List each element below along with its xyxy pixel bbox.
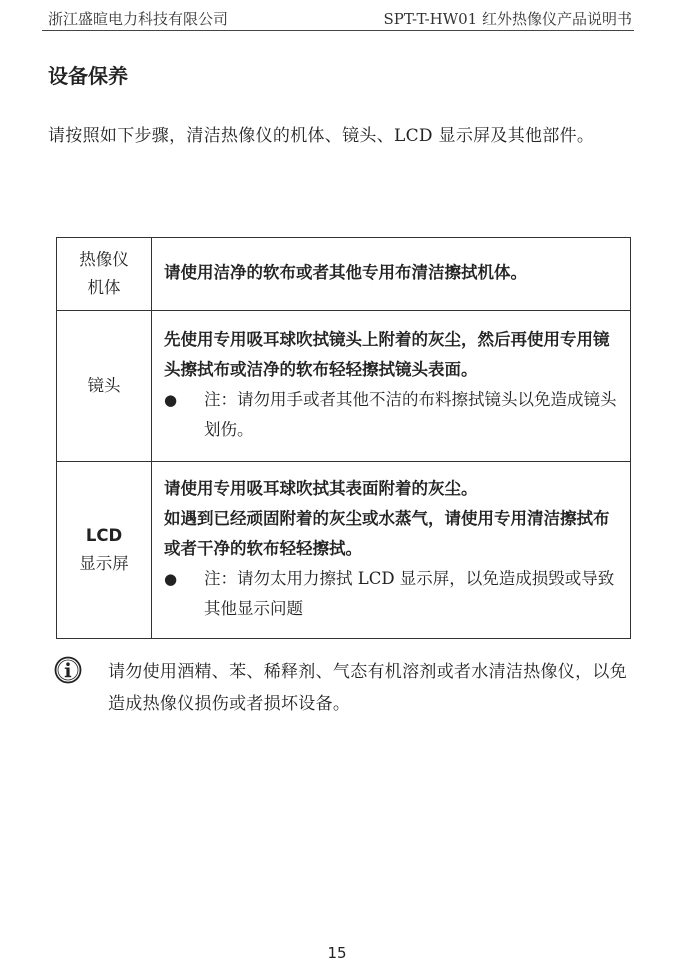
part-cell [57, 311, 152, 462]
part-label: 机体 [87, 278, 121, 297]
part-label: 镜头 [87, 376, 121, 395]
part-label: 显示屏 [79, 554, 129, 573]
note-text: 注：请勿太用力擦拭 LCD 显示屏，以免造成损毁或导致其他显示问题 [204, 569, 615, 618]
table-row [57, 238, 631, 311]
description-text: 请使用专用吸耳球吹拭其表面附着的灰尘。 [164, 479, 478, 498]
bullet-icon: ● [164, 570, 178, 588]
part-label: 热像仪 [79, 250, 129, 269]
page-header [42, 8, 634, 31]
bullet-icon: ● [164, 391, 178, 409]
page-number: 15 [327, 944, 347, 962]
maintenance-table [56, 237, 631, 639]
info-icon [54, 656, 82, 684]
part-cell [57, 238, 152, 311]
note-item [164, 385, 620, 445]
part-cell [57, 462, 152, 639]
intro-paragraph: 请按照如下步骤，清洁热像仪的机体、镜头、LCD 显示屏及其他部件。 [48, 126, 595, 146]
note-text: 注：请勿用手或者其他不洁的布料擦拭镜头以免造成镜头划伤。 [204, 390, 617, 439]
description-cell [152, 238, 631, 311]
note-item [164, 564, 620, 624]
description-cell [152, 462, 631, 639]
description-text: 请使用洁净的软布或者其他专用布清洁擦拭机体。 [164, 263, 527, 282]
description-text: 如遇到已经顽固附着的灰尘或水蒸气，请使用专用清洁擦拭布或者干净的软布轻轻擦拭。 [164, 509, 610, 558]
table-row [57, 311, 631, 462]
caution-text: 请勿使用酒精、苯、稀释剂、气态有机溶剂或者水清洁热像仪，以免造成热像仪损伤或者损坏设备。 [108, 662, 627, 714]
description-text: 先使用专用吸耳球吹拭镜头上附着的灰尘，然后再使用专用镜头擦拭布或洁净的软布轻轻擦拭镜头表面。 [164, 330, 610, 379]
section-title: 设备保养 [48, 64, 128, 88]
company-name: 浙江盛暄电力科技有限公司 [48, 10, 229, 28]
description-cell [152, 311, 631, 462]
part-label: LCD [85, 526, 123, 545]
document-title: SPT-T-HW01 红外热像仪产品说明书 [383, 10, 632, 28]
table-row [57, 462, 631, 639]
